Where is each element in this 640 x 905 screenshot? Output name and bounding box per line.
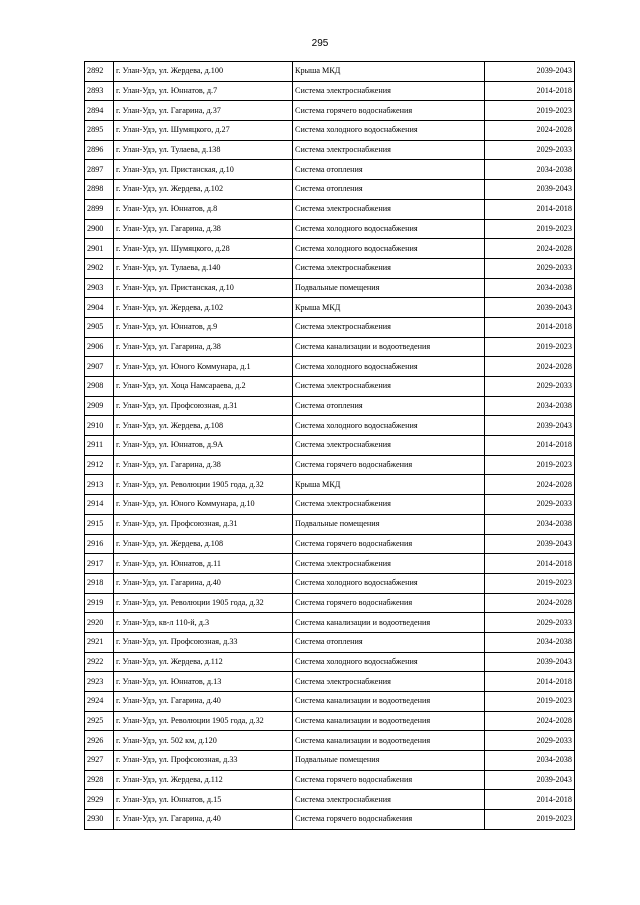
row-number: 2910 <box>85 416 114 436</box>
period-cell: 2024-2028 <box>485 239 575 259</box>
address-cell: г. Улан-Удэ, ул. Жердева, д.108 <box>114 534 293 554</box>
period-cell: 2034-2038 <box>485 514 575 534</box>
system-cell: Система горячего водоснабжения <box>293 455 485 475</box>
address-cell: г. Улан-Удэ, ул. Шумяцкого, д.28 <box>114 239 293 259</box>
table-row <box>85 770 575 790</box>
period-cell: 2024-2028 <box>485 711 575 731</box>
row-number: 2898 <box>85 180 114 200</box>
table-row <box>85 731 575 751</box>
system-cell: Система канализации и водоотведения <box>293 731 485 751</box>
address-cell: г. Улан-Удэ, ул. Жердева, д.112 <box>114 770 293 790</box>
address-cell: г. Улан-Удэ, ул. Тулаева, д.138 <box>114 140 293 160</box>
system-cell: Крыша МКД <box>293 62 485 82</box>
system-cell: Система электроснабжения <box>293 790 485 810</box>
system-cell: Система холодного водоснабжения <box>293 239 485 259</box>
period-cell: 2029-2033 <box>485 377 575 397</box>
table-row <box>85 337 575 357</box>
system-cell: Система канализации и водоотведения <box>293 692 485 712</box>
address-cell: г. Улан-Удэ, ул. Шумяцкого, д.27 <box>114 121 293 141</box>
address-cell: г. Улан-Удэ, ул. Тулаева, д.140 <box>114 258 293 278</box>
system-cell: Подвальные помещения <box>293 514 485 534</box>
row-number: 2917 <box>85 554 114 574</box>
row-number: 2904 <box>85 298 114 318</box>
period-cell: 2039-2043 <box>485 62 575 82</box>
address-cell: г. Улан-Удэ, ул. Жердева, д.102 <box>114 180 293 200</box>
system-cell: Система канализации и водоотведения <box>293 613 485 633</box>
period-cell: 2029-2033 <box>485 258 575 278</box>
system-cell: Система горячего водоснабжения <box>293 810 485 830</box>
address-cell: г. Улан-Удэ, ул. Жердева, д.100 <box>114 62 293 82</box>
system-cell: Система электроснабжения <box>293 199 485 219</box>
period-cell: 2039-2043 <box>485 770 575 790</box>
table-row <box>85 62 575 82</box>
system-cell: Система горячего водоснабжения <box>293 101 485 121</box>
table-row <box>85 790 575 810</box>
table-row <box>85 613 575 633</box>
period-cell: 2039-2043 <box>485 534 575 554</box>
table-row <box>85 396 575 416</box>
row-number: 2908 <box>85 377 114 397</box>
table-row <box>85 475 575 495</box>
address-cell: г. Улан-Удэ, ул. Юннатов, д.7 <box>114 81 293 101</box>
table-row <box>85 652 575 672</box>
address-cell: г. Улан-Удэ, ул. Революции 1905 года, д.32 <box>114 711 293 731</box>
system-cell: Система отопления <box>293 160 485 180</box>
registry-table-body <box>85 62 575 830</box>
system-cell: Система холодного водоснабжения <box>293 416 485 436</box>
row-number: 2911 <box>85 436 114 456</box>
system-cell: Подвальные помещения <box>293 751 485 771</box>
period-cell: 2029-2033 <box>485 495 575 515</box>
period-cell: 2024-2028 <box>485 357 575 377</box>
table-row <box>85 180 575 200</box>
table-row <box>85 711 575 731</box>
table-row <box>85 81 575 101</box>
period-cell: 2039-2043 <box>485 652 575 672</box>
period-cell: 2014-2018 <box>485 436 575 456</box>
address-cell: г. Улан-Удэ, ул. Юннатов, д.15 <box>114 790 293 810</box>
period-cell: 2034-2038 <box>485 751 575 771</box>
system-cell: Система электроснабжения <box>293 140 485 160</box>
period-cell: 2014-2018 <box>485 554 575 574</box>
address-cell: г. Улан-Удэ, ул. Пристанская, д.10 <box>114 160 293 180</box>
period-cell: 2034-2038 <box>485 632 575 652</box>
system-cell: Крыша МКД <box>293 475 485 495</box>
system-cell: Система электроснабжения <box>293 495 485 515</box>
period-cell: 2019-2023 <box>485 219 575 239</box>
table-row <box>85 258 575 278</box>
period-cell: 2019-2023 <box>485 101 575 121</box>
table-row <box>85 573 575 593</box>
address-cell: г. Улан-Удэ, ул. Юннатов, д.11 <box>114 554 293 574</box>
system-cell: Система электроснабжения <box>293 258 485 278</box>
table-row <box>85 101 575 121</box>
table-row <box>85 692 575 712</box>
period-cell: 2034-2038 <box>485 396 575 416</box>
system-cell: Система канализации и водоотведения <box>293 337 485 357</box>
system-cell: Система электроснабжения <box>293 317 485 337</box>
table-row <box>85 219 575 239</box>
address-cell: г. Улан-Удэ, ул. Жердева, д.108 <box>114 416 293 436</box>
row-number: 2905 <box>85 317 114 337</box>
row-number: 2929 <box>85 790 114 810</box>
system-cell: Система холодного водоснабжения <box>293 652 485 672</box>
address-cell: г. Улан-Удэ, ул. Юннатов, д.8 <box>114 199 293 219</box>
row-number: 2914 <box>85 495 114 515</box>
address-cell: г. Улан-Удэ, ул. Профсоюзная, д.31 <box>114 514 293 534</box>
table-row <box>85 416 575 436</box>
table-row <box>85 514 575 534</box>
address-cell: г. Улан-Удэ, ул. Жердева, д.112 <box>114 652 293 672</box>
period-cell: 2024-2028 <box>485 593 575 613</box>
period-cell: 2039-2043 <box>485 298 575 318</box>
table-row <box>85 751 575 771</box>
period-cell: 2039-2043 <box>485 416 575 436</box>
system-cell: Система электроснабжения <box>293 672 485 692</box>
period-cell: 2019-2023 <box>485 337 575 357</box>
row-number: 2928 <box>85 770 114 790</box>
period-cell: 2024-2028 <box>485 121 575 141</box>
period-cell: 2029-2033 <box>485 731 575 751</box>
address-cell: г. Улан-Удэ, ул. Гагарина, д.40 <box>114 692 293 712</box>
period-cell: 2024-2028 <box>485 475 575 495</box>
period-cell: 2034-2038 <box>485 278 575 298</box>
address-cell: г. Улан-Удэ, ул. Юннатов, д.9 <box>114 317 293 337</box>
row-number: 2907 <box>85 357 114 377</box>
row-number: 2922 <box>85 652 114 672</box>
row-number: 2906 <box>85 337 114 357</box>
system-cell: Система горячего водоснабжения <box>293 770 485 790</box>
system-cell: Система отопления <box>293 632 485 652</box>
row-number: 2897 <box>85 160 114 180</box>
row-number: 2924 <box>85 692 114 712</box>
table-row <box>85 455 575 475</box>
address-cell: г. Улан-Удэ, ул. Юннатов, д.13 <box>114 672 293 692</box>
row-number: 2894 <box>85 101 114 121</box>
address-cell: г. Улан-Удэ, кв-л 110-й, д.3 <box>114 613 293 633</box>
row-number: 2930 <box>85 810 114 830</box>
address-cell: г. Улан-Удэ, ул. Гагарина, д.40 <box>114 810 293 830</box>
address-cell: г. Улан-Удэ, ул. Гагарина, д.40 <box>114 573 293 593</box>
row-number: 2901 <box>85 239 114 259</box>
address-cell: г. Улан-Удэ, ул. Гагарина, д.37 <box>114 101 293 121</box>
system-cell: Система электроснабжения <box>293 436 485 456</box>
address-cell: г. Улан-Удэ, ул. Гагарина, д.38 <box>114 219 293 239</box>
address-cell: г. Улан-Удэ, ул. 502 км, д.120 <box>114 731 293 751</box>
row-number: 2899 <box>85 199 114 219</box>
row-number: 2893 <box>85 81 114 101</box>
address-cell: г. Улан-Удэ, ул. Гагарина, д.38 <box>114 455 293 475</box>
address-cell: г. Улан-Удэ, ул. Юного Коммунара, д.10 <box>114 495 293 515</box>
table-row <box>85 810 575 830</box>
row-number: 2895 <box>85 121 114 141</box>
system-cell: Система холодного водоснабжения <box>293 121 485 141</box>
system-cell: Система электроснабжения <box>293 81 485 101</box>
row-number: 2896 <box>85 140 114 160</box>
system-cell: Система горячего водоснабжения <box>293 534 485 554</box>
address-cell: г. Улан-Удэ, ул. Профсоюзная, д.33 <box>114 632 293 652</box>
period-cell: 2019-2023 <box>485 455 575 475</box>
row-number: 2919 <box>85 593 114 613</box>
row-number: 2927 <box>85 751 114 771</box>
row-number: 2913 <box>85 475 114 495</box>
period-cell: 2019-2023 <box>485 810 575 830</box>
table-row <box>85 278 575 298</box>
table-row <box>85 632 575 652</box>
system-cell: Система горячего водоснабжения <box>293 593 485 613</box>
row-number: 2925 <box>85 711 114 731</box>
row-number: 2916 <box>85 534 114 554</box>
system-cell: Система электроснабжения <box>293 554 485 574</box>
system-cell: Подвальные помещения <box>293 278 485 298</box>
system-cell: Система холодного водоснабжения <box>293 219 485 239</box>
address-cell: г. Улан-Удэ, ул. Юннатов, д.9А <box>114 436 293 456</box>
row-number: 2912 <box>85 455 114 475</box>
period-cell: 2019-2023 <box>485 692 575 712</box>
table-row <box>85 495 575 515</box>
period-cell: 2019-2023 <box>485 573 575 593</box>
row-number: 2892 <box>85 62 114 82</box>
page-number: 295 <box>311 38 329 49</box>
address-cell: г. Улан-Удэ, ул. Пристанская, д.10 <box>114 278 293 298</box>
row-number: 2903 <box>85 278 114 298</box>
row-number: 2918 <box>85 573 114 593</box>
table-row <box>85 357 575 377</box>
system-cell: Крыша МКД <box>293 298 485 318</box>
table-row <box>85 298 575 318</box>
row-number: 2900 <box>85 219 114 239</box>
row-number: 2923 <box>85 672 114 692</box>
row-number: 2926 <box>85 731 114 751</box>
table-row <box>85 554 575 574</box>
table-row <box>85 534 575 554</box>
period-cell: 2014-2018 <box>485 81 575 101</box>
registry-table <box>84 61 575 830</box>
address-cell: г. Улан-Удэ, ул. Хоца Намсараева, д.2 <box>114 377 293 397</box>
row-number: 2902 <box>85 258 114 278</box>
table-row <box>85 140 575 160</box>
table-row <box>85 436 575 456</box>
row-number: 2920 <box>85 613 114 633</box>
period-cell: 2029-2033 <box>485 613 575 633</box>
period-cell: 2014-2018 <box>485 790 575 810</box>
system-cell: Система отопления <box>293 396 485 416</box>
table-row <box>85 593 575 613</box>
address-cell: г. Улан-Удэ, ул. Профсоюзная, д.33 <box>114 751 293 771</box>
system-cell: Система холодного водоснабжения <box>293 357 485 377</box>
period-cell: 2014-2018 <box>485 199 575 219</box>
system-cell: Система отопления <box>293 180 485 200</box>
system-cell: Система холодного водоснабжения <box>293 573 485 593</box>
address-cell: г. Улан-Удэ, ул. Революции 1905 года, д.32 <box>114 593 293 613</box>
table-row <box>85 377 575 397</box>
table-row <box>85 160 575 180</box>
row-number: 2915 <box>85 514 114 534</box>
period-cell: 2034-2038 <box>485 160 575 180</box>
period-cell: 2039-2043 <box>485 180 575 200</box>
table-row <box>85 317 575 337</box>
address-cell: г. Улан-Удэ, ул. Юного Коммунара, д.1 <box>114 357 293 377</box>
address-cell: г. Улан-Удэ, ул. Гагарина, д.38 <box>114 337 293 357</box>
system-cell: Система канализации и водоотведения <box>293 711 485 731</box>
address-cell: г. Улан-Удэ, ул. Жердева, д.102 <box>114 298 293 318</box>
address-cell: г. Улан-Удэ, ул. Профсоюзная, д.31 <box>114 396 293 416</box>
period-cell: 2029-2033 <box>485 140 575 160</box>
row-number: 2921 <box>85 632 114 652</box>
table-row <box>85 672 575 692</box>
row-number: 2909 <box>85 396 114 416</box>
period-cell: 2014-2018 <box>485 317 575 337</box>
period-cell: 2014-2018 <box>485 672 575 692</box>
table-row <box>85 199 575 219</box>
address-cell: г. Улан-Удэ, ул. Революции 1905 года, д.32 <box>114 475 293 495</box>
table-row <box>85 121 575 141</box>
system-cell: Система электроснабжения <box>293 377 485 397</box>
table-row <box>85 239 575 259</box>
